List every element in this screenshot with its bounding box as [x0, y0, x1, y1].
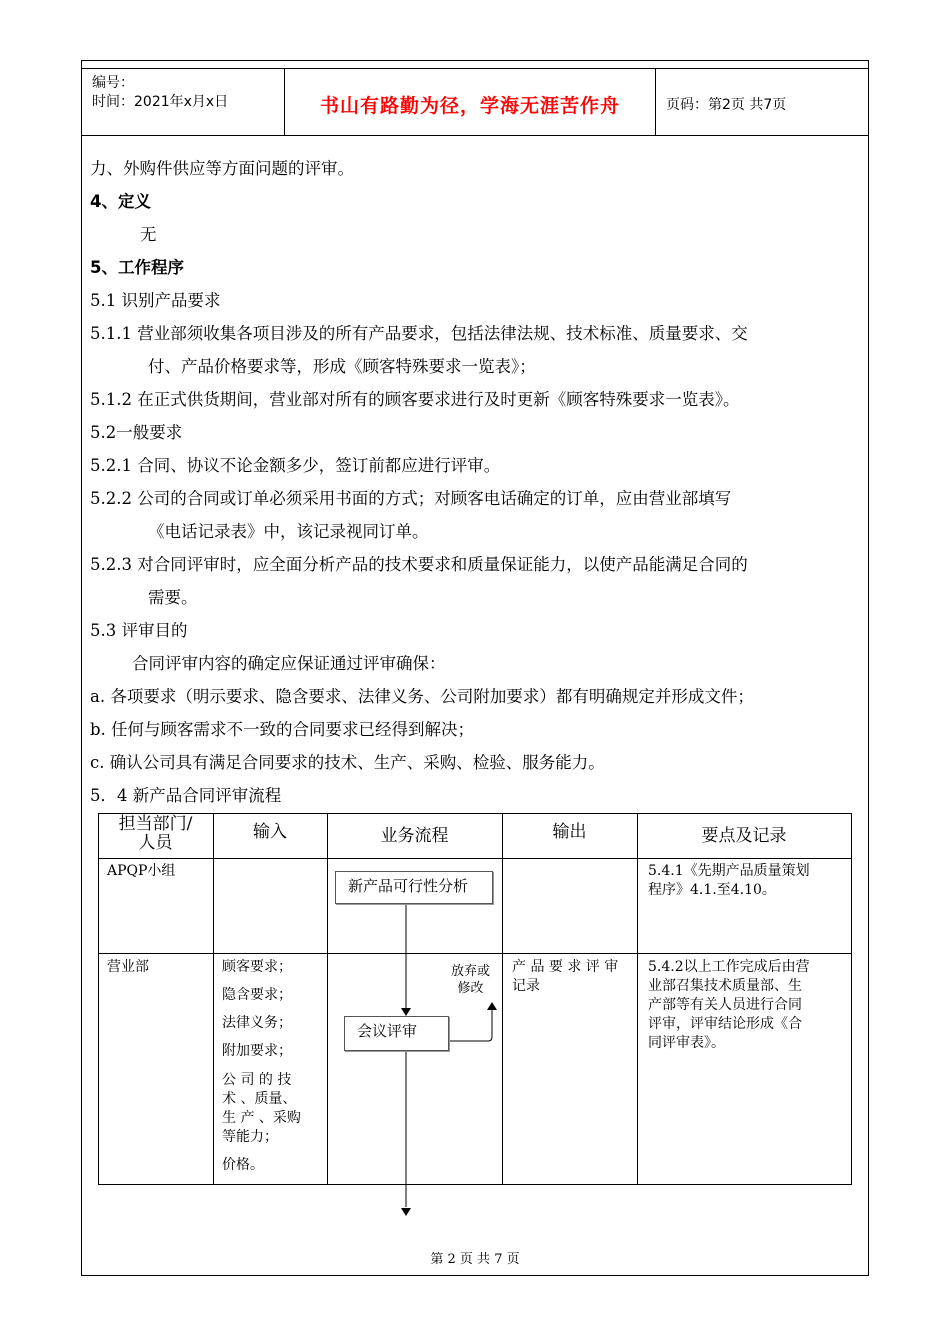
col-header-record: 要点及记录: [701, 826, 787, 846]
header-motto: 书山有路勤为径，学海无涯苦作舟: [319, 95, 620, 117]
section-5-4: 5．4 新产品合同评审流程: [90, 786, 282, 805]
flow-step-feasibility: 新产品可行性分析: [335, 871, 493, 904]
page-footer: 第 2 页 共 7 页: [430, 1252, 520, 1267]
doc-number-label: 编号：: [92, 75, 134, 91]
row1-dept: APQP小组: [107, 863, 176, 879]
flow-note-abandon-modify: 放弃或 修改: [451, 964, 491, 996]
header-page-number: 页码：第2页 共7页: [666, 97, 787, 113]
section-4-text: 无: [140, 225, 157, 244]
flow-loop-back: [450, 1008, 492, 1041]
section-5-3-item-c: c. 确认公司具有满足合同要求的技术、生产、采购、检验、服务能力。: [90, 753, 605, 772]
row2-record: 5.4.2以上工作完成后由营 业部召集技术质量部、生 产部等有关人员进行合同 评审，评审结论形成《合 同评审表》。: [648, 959, 810, 1051]
section-5-1-1-b: 付、产品价格要求等，形成《顾客特殊要求一览表》；: [148, 357, 536, 376]
row2-inputs: 顾客要求； 隐含要求； 法律义务； 附加要求； 公 司 的 技 术 、质量、 生 产 、采购 等能力； 价格。: [222, 959, 301, 1173]
arrow-down-icon: [401, 1208, 411, 1216]
section-5-2-1: 5.2.1 合同、协议不论金额多少，签订前都应进行评审。: [90, 456, 501, 475]
section-5-3-item-a: a. 各项要求（明示要求、隐含要求、法律义务、公司附加要求）都有明确规定并形成文件；: [90, 687, 754, 706]
section-5-2: 5.2一般要求: [90, 423, 183, 442]
section-5-title: 5、工作程序: [90, 258, 184, 277]
section-5-2-2-a: 5.2.2 公司的合同或订单必须采用书面的方式；对顾客电话确定的订单，应由营业部填写: [90, 489, 732, 508]
doc-time-label: 时间：2021年x月x日: [92, 94, 229, 110]
col-header-output: 输出: [552, 822, 587, 842]
arrow-up-icon: [487, 1002, 497, 1010]
col-header-flow: 业务流程: [380, 826, 449, 846]
section-5-3: 5.3 评审目的: [90, 621, 188, 640]
arrow-down-icon: [401, 1008, 411, 1016]
section-5-1-2: 5.1.2 在正式供货期间，营业部对所有的顾客要求进行及时更新《顾客特殊要求一览表》。: [90, 390, 740, 409]
body-line: 力、外购件供应等方面问题的评审。: [90, 159, 354, 178]
flow-step-review-meeting: 会议评审: [344, 1016, 449, 1051]
section-5-1-1-a: 5.1.1 营业部须收集各项目涉及的所有产品要求，包括法律法规、技术标准、质量要求、交: [90, 324, 748, 343]
row2-output: 产 品 要 求 评 审 记录: [512, 959, 619, 994]
col-header-dept: 担当部门/ 人员: [118, 814, 193, 853]
col-header-input: 输入: [253, 822, 287, 842]
section-5-3-intro: 合同评审内容的确定应保证通过评审确保：: [132, 654, 446, 673]
section-5-3-item-b: b. 任何与顾客需求不一致的合同要求已经得到解决；: [90, 720, 475, 739]
section-4-title: 4、定义: [90, 192, 151, 211]
section-5-2-3-b: 需要。: [148, 588, 198, 607]
section-5-2-2-b: 《电话记录表》中，该记录视同订单。: [148, 522, 429, 541]
row1-record: 5.4.1《先期产品质量策划 程序》4.1.至4.10。: [648, 863, 810, 898]
section-5-2-3-a: 5.2.3 对合同评审时，应全面分析产品的技术要求和质量保证能力，以使产品能满足合同的: [90, 555, 748, 574]
row2-dept: 营业部: [107, 959, 149, 975]
section-5-1: 5.1 识别产品要求: [90, 291, 221, 310]
